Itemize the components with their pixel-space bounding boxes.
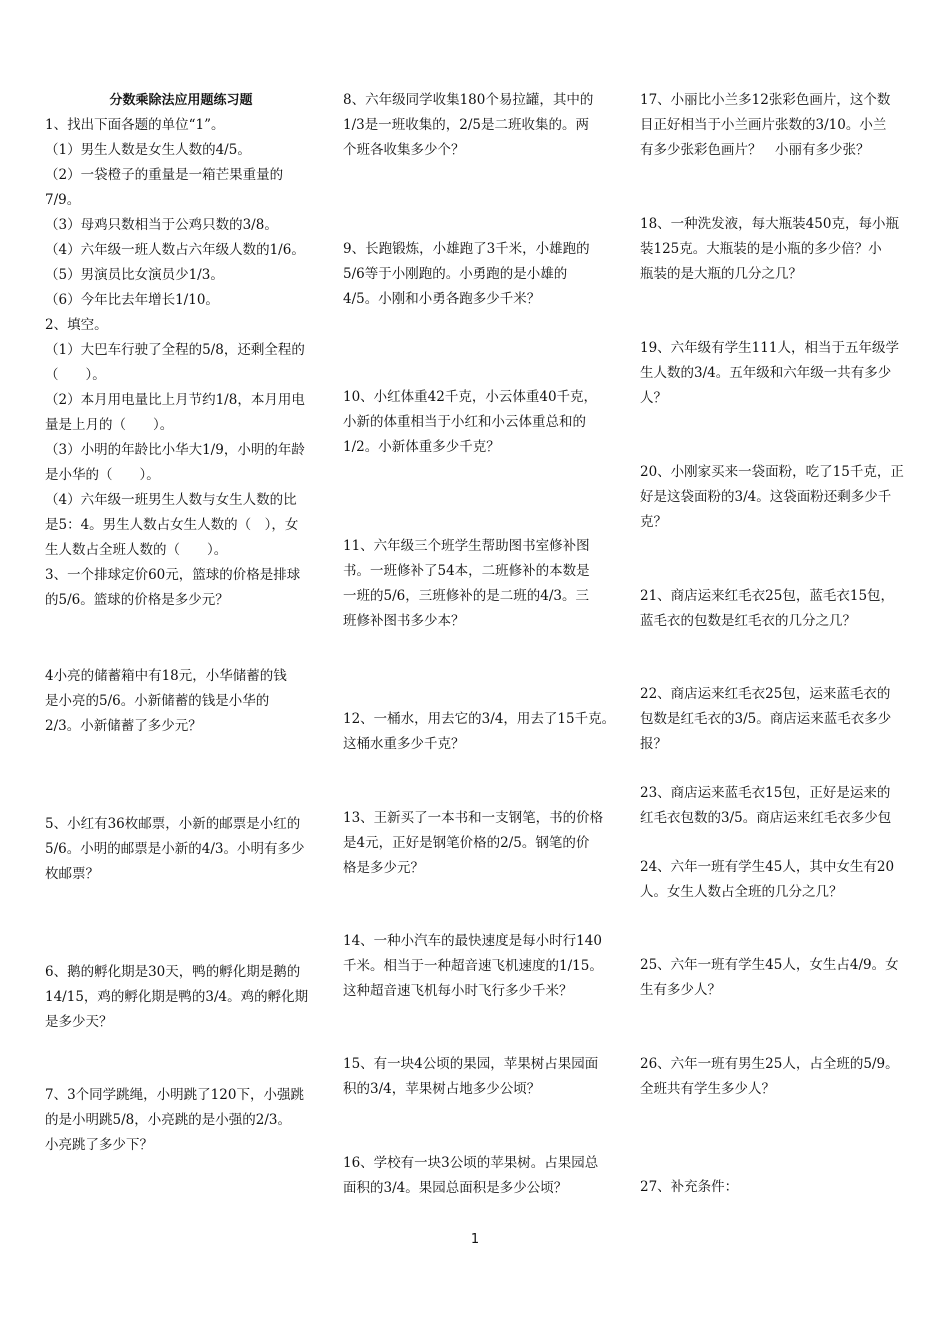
text-line: （ ）。 [45,367,106,383]
text-line: 小新的体重相当于小红和小云体重总和的 [343,414,586,430]
text-line: 报？ [640,736,667,752]
text-line: 目正好相当于小兰画片张数的3/10。小兰 [640,117,887,133]
text-line: （5）男演员比女演员少1/3。 [45,267,224,283]
text-line: 的5/6。篮球的价格是多少元？ [45,592,229,608]
text-line: 25、六年一班有学生45人，女生占4/9。女 [640,957,899,973]
text-line: （3）小明的年龄比小华大1/9，小明的年龄 [45,442,305,458]
text-line: 5、小红有36枚邮票，小新的邮票是小红的 [45,816,301,832]
text-line: 生有多少人？ [640,982,721,998]
text-line: 22、商店运来红毛衣25包，运来蓝毛衣的 [640,686,891,702]
text-line: 16、学校有一块3公顷的苹果树。占果园总 [343,1155,599,1171]
text-line: （2）本月用电量比上月节约1/8，本月用电 [45,392,305,408]
text-line: 积的3/4，苹果树占地多少公顷？ [343,1081,541,1097]
text-line: 4小亮的储蓄箱中有18元，小华储蓄的钱 [45,668,287,684]
text-line: 格是多少元？ [343,860,424,876]
text-line: （1）男生人数是女生人数的4/5。 [45,142,251,158]
text-line: 5/6等于小刚跑的。小勇跑的是小雄的 [343,266,568,282]
text-line: 个班各收集多少个？ [343,142,465,158]
text-line: 1/3是一班收集的，2/5是二班收集的。两 [343,117,589,133]
text-line: 20、小刚家买来一袋面粉，吃了15千克，正 [640,464,904,480]
text-line: 一班的5/6，三班修补的是二班的4/3。三 [343,588,589,604]
text-line: （6）今年比去年增长1/10。 [45,292,219,308]
text-line: 14/15，鸡的孵化期是鸭的3/4。鸡的孵化期 [45,989,309,1005]
text-line: 生人数占全班人数的（ ）。 [45,542,228,558]
text-line: 8、六年级同学收集180个易拉罐，其中的 [343,92,594,108]
text-line: 23、商店运来蓝毛衣15包，正好是运来的 [640,785,891,801]
text-line: 是5：4。男生人数占女生人数的（ ），女 [45,517,299,533]
text-line: （4）六年级一班男生人数与女生人数的比 [45,492,297,508]
text-line: 蓝毛衣的包数是红毛衣的几分之几？ [640,613,856,629]
text-line: 21、商店运来红毛衣25包，蓝毛衣15包， [640,588,895,604]
text-line: 人。女生人数占全班的几分之几？ [640,884,843,900]
text-line: 人？ [640,390,667,406]
text-line: 13、王新买了一本书和一支钢笔，书的价格 [343,810,604,826]
text-line: 书。一班修补了54本，二班修补的本数是 [343,563,590,579]
text-line: 克？ [640,514,667,530]
text-line: 26、六年一班有男生25人，占全班的5/9。 [640,1056,899,1072]
text-line: （2）一袋橙子的重量是一箱芒果重量的 [45,167,284,183]
column-right [640,88,912,1200]
text-line: 红毛衣包数的3/5。商店运来红毛衣多少包 [640,810,892,826]
text-line: 的是小明跳5/8，小亮跳的是小强的2/3。 [45,1112,291,1128]
text-line: 17、小丽比小兰多12张彩色画片，这个数 [640,92,891,108]
text-line: 11、六年级三个班学生帮助图书室修补图 [343,538,590,554]
text-line: （1）大巴车行驶了全程的5/8，还剩全程的 [45,342,305,358]
text-line: 18、一种洗发液，每大瓶装450克，每小瓶 [640,216,899,232]
text-line: 是多少天？ [45,1014,113,1030]
text-line: 2/3。小新储蓄了多少元？ [45,718,202,734]
text-line: 1、找出下面各题的单位“1”。 [45,117,225,133]
text-line: 是4元，正好是钢笔价格的2/5。钢笔的价 [343,835,590,851]
text-line: 12、一桶水，用去它的3/4，用去了15千克。 [343,711,616,727]
text-line: 量是上月的（ ）。 [45,417,174,433]
text-line: （4）六年级一班人数占六年级人数的1/6。 [45,242,305,258]
text-line: 瓶装的是大瓶的几分之几？ [640,266,802,282]
text-line: 3、一个排球定价60元，篮球的价格是排球 [45,567,301,583]
text-line: 是小华的（ ）。 [45,467,160,483]
text-line: 面积的3/4。果园总面积是多少公顷？ [343,1180,568,1196]
text-line: 小亮跳了多少下？ [45,1137,153,1153]
text-line: 19、六年级有学生111人，相当于五年级学 [640,340,899,356]
text-line: 6、鹅的孵化期是30天，鸭的孵化期是鹅的 [45,964,301,980]
text-line: 10、小红体重42千克，小云体重40千克， [343,389,598,405]
text-line: 有多少张彩色画片？ 小丽有多少张？ [640,142,870,158]
text-line: 9、长跑锻炼，小雄跑了3千米，小雄跑的 [343,241,590,257]
text-line: 全班共有学生多少人？ [640,1081,775,1097]
text-line: 班修补图书多少本？ [343,613,465,629]
text-line: 装125克。大瓶装的是小瓶的多少倍？小 [640,241,882,257]
text-line: 7、3个同学跳绳，小明跳了120下，小强跳 [45,1087,304,1103]
text-line: 千米。相当于一种超音速飞机速度的1/15。 [343,958,603,974]
text-line: 枚邮票？ [45,866,99,882]
text-line: 好是这袋面粉的3/4。这袋面粉还剩多少千 [640,489,892,505]
text-line: 生人数的3/4。五年级和六年级一共有多少 [640,365,892,381]
text-line: 包数是红毛衣的3/5。商店运来蓝毛衣多少 [640,711,892,727]
text-line: 4/5。小刚和小勇各跑多少千米？ [343,291,541,307]
column-left [45,88,317,1158]
column-middle [343,88,615,1201]
text-line: 是小亮的5/6。小新储蓄的钱是小华的 [45,693,270,709]
text-line: 1/2。小新体重多少千克？ [343,439,500,455]
text-line: 5/6。小明的邮票是小新的4/3。小明有多少 [45,841,305,857]
text-line: 2、填空。 [45,317,108,333]
text-line: 这桶水重多少千克？ [343,736,465,752]
text-line: 15、有一块4公顷的果园，苹果树占果园面 [343,1056,599,1072]
page-title: 分数乘除法应用题练习题 [109,93,253,108]
text-line: （3）母鸡只数相当于公鸡只数的3/8。 [45,217,278,233]
page-number: 1 [470,1232,480,1247]
text-line: 14、一种小汽车的最快速度是每小时行140 [343,933,602,949]
text-line: 这种超音速飞机每小时飞行多少千米？ [343,983,573,999]
text-line: 7/9。 [45,192,81,208]
text-line: 27、补充条件： [640,1179,739,1195]
text-line: 24、六年一班有学生45人，其中女生有20 [640,859,895,875]
